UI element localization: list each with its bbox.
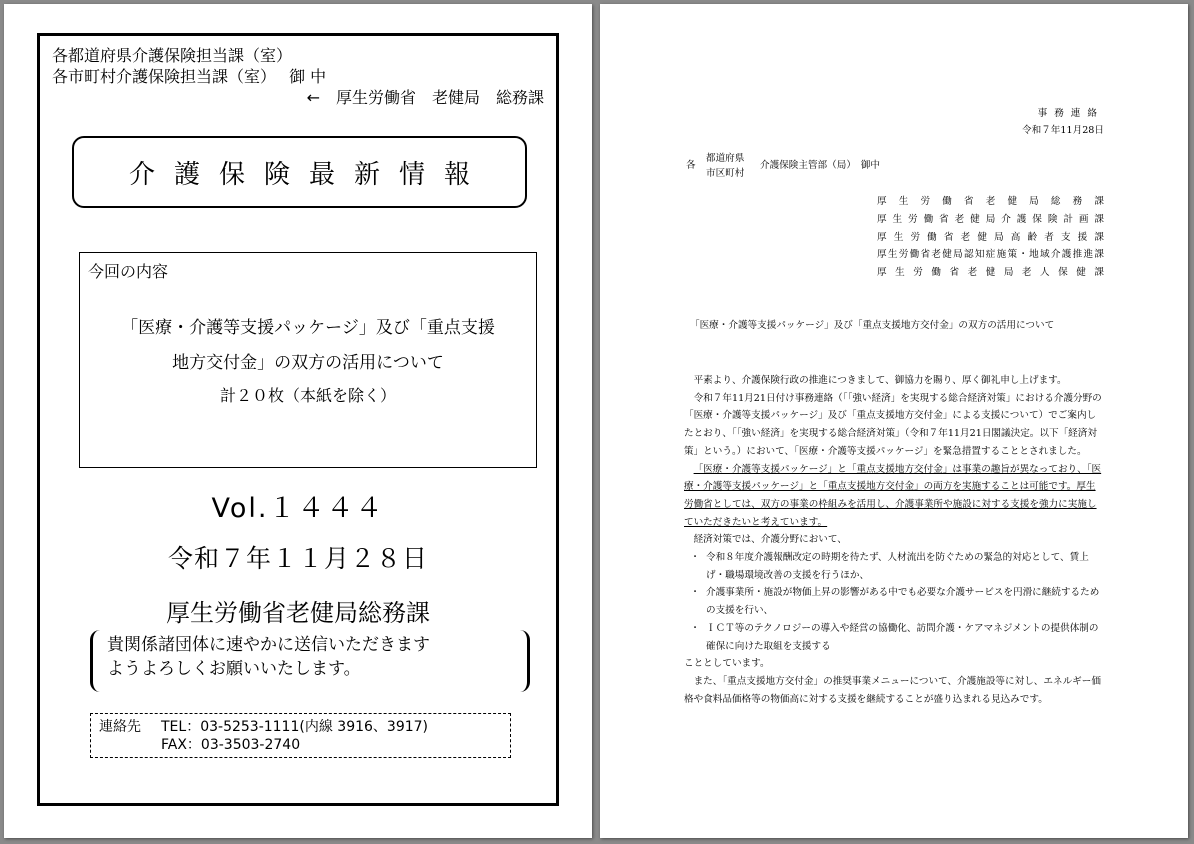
issue-date: 令和７年１１月２８日: [167, 544, 428, 573]
notice-subject: 「医療・介護等支援パッケージ」及び「重点支援地方交付金」の双方の活用について: [690, 320, 1055, 331]
contents-line-1: 「医療・介護等支援パッケージ」及び「重点支援: [121, 318, 495, 338]
list-item: [684, 584, 1104, 619]
addressee-line-1: 各都道府県介護保険担当課（室）: [52, 46, 293, 65]
body-paragraph: 平素より、介護保険行政の推進につきまして、御協力を賜り、厚く御礼申し上げます。: [693, 375, 1067, 386]
recipient-prefecture: 都道府県: [706, 153, 745, 164]
cover-title: 介護保険最新情報: [72, 136, 527, 208]
body-paragraph: 令和７年11月21日付け事務連絡（「「強い経済」を実現する総合経済対策」における介護分野の「医療・介護等支援パッケージ」及び「重点支援地方交付金」による支援について）でご案内したとおり、「「強い経済」を実現する総合経済対策」（令和７年11月21日閣議決定。以下「経済対策」という。）において、「医療・介護等支援パッケージ」を緊急措置することとされました。: [684, 392, 1102, 457]
recipient-prefix: 各: [686, 160, 696, 171]
issuing-department: 厚生労働省老健局総務課: [166, 599, 430, 627]
bullet-mark: ・: [690, 587, 700, 599]
addressee-line-2: 各市町村介護保険担当課（室） 御 中: [52, 67, 327, 86]
request-line-2: ようよろしくお願いいたします。: [107, 659, 361, 679]
volume-number: Vol.１４４４: [211, 493, 385, 524]
cover-frame: [37, 33, 559, 806]
request-line-1: 貴関係諸団体に速やかに送信いただきます: [107, 635, 430, 655]
contents-label: 今回の内容: [88, 262, 169, 281]
body-paragraph: こととしています。: [684, 658, 770, 670]
contact-label: 連絡先: [99, 719, 141, 735]
request-box: [90, 630, 530, 692]
sender-line: 厚生労働省老健局総務課: [877, 196, 1104, 207]
contents-line-2: 地方交付金」の双方の活用について: [172, 353, 444, 373]
body-paragraph: 経済対策では、介護分野において、: [693, 534, 847, 546]
list-item-text: ＩＣＴ等のテクノロジーの導入や経営の協働化、訪問介護・ケアマネジメントの提供体制の確保に向けた取組を支援する: [706, 622, 1099, 652]
body-paragraph: また、「重点支援地方交付金」の推奨事業メニューについて、介護施設等に対し、エネルギー価格や食料品価格等の物価高に対する支援を継続することが盛り込まれる見込みです。: [684, 675, 1101, 705]
sender-line: 厚生労働省老健局認知症施策・地域介護推進課: [877, 249, 1104, 260]
contact-tel: TEL：03-5253-1111(内線 3916、3917): [161, 719, 429, 735]
list-item-text: 介護事業所・施設が物価上昇の影響がある中でも必要な介護サービスを円滑に継続するための支援を行い、: [706, 587, 1100, 617]
contents-box: [79, 252, 537, 468]
recipient-department: 介護保険主管部（局） 御中: [760, 160, 880, 171]
sender-line: ← 厚生労働省 老健局 総務課: [306, 88, 544, 107]
list-item-text: 令和８年度介護報酬改定の時期を待たず、人材流出を防ぐための緊急的対応として、賃上げ・職場環境改善の支援を行うほか、: [706, 552, 1089, 581]
body-paragraph-emphasis: 「医療・介護等支援パッケージ」と「重点支援地方交付金」は事業の趣旨が異なっており、「医療・介護等支援パッケージ」と「重点支援地方交付金」の両方を実施することは可能です。厚生労働省としては、双方の事業の枠組みを活用し、介護事業所や施設に対する支援を強力に実施していただきたいと考えています。: [684, 463, 1102, 528]
sender-line: 厚生労働省老健局高齢者支援課: [877, 232, 1104, 243]
contents-page-count: 計２０枚（本紙を除く）: [219, 386, 396, 405]
list-item: [684, 620, 1104, 655]
notice-body: [684, 372, 1104, 708]
notice-doc-type: 事務連絡: [1037, 108, 1104, 119]
recipient-city: 市区町村: [706, 168, 745, 179]
sender-line: 厚生労働省老健局介護保険計画課: [877, 214, 1104, 225]
list-item: [684, 549, 1104, 584]
bullet-mark: ・: [690, 552, 700, 564]
notice-date: 令和７年11月28日: [1022, 125, 1104, 136]
bullet-mark: ・: [690, 622, 700, 634]
cover-page: [4, 4, 592, 838]
notice-page: [600, 4, 1188, 838]
contact-fax: FAX：03-3503-2740: [161, 737, 301, 753]
sender-line: 厚生労働省老健局老人保健課: [877, 267, 1104, 278]
contact-box: [90, 713, 511, 758]
